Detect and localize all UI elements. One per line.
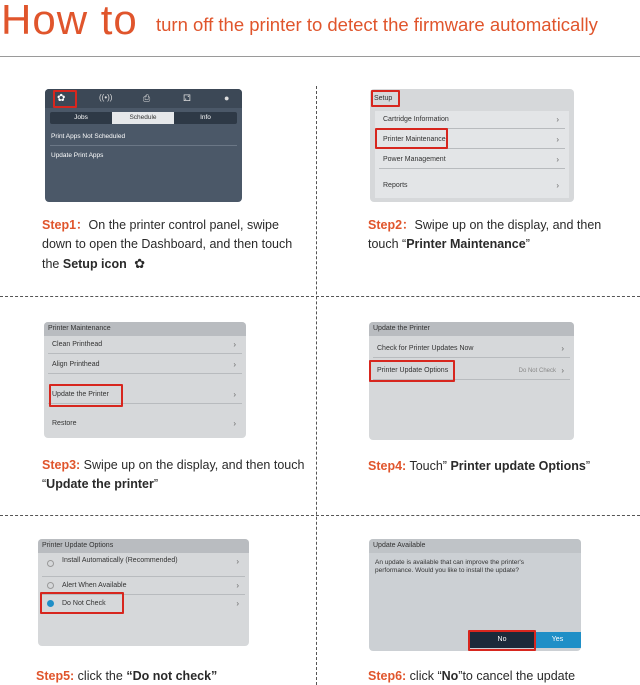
step2-caption <box>368 216 632 254</box>
update-message: An update is available that can improve the printer's performance. Would you like to install the update? <box>375 559 525 574</box>
step2-text: Swipe up on the display, and then touch “ <box>368 218 602 251</box>
tab-schedule[interactable]: Schedule <box>112 112 174 124</box>
chevron-right-icon: › <box>556 135 559 144</box>
highlight-setup-icon <box>53 90 77 108</box>
step6-end: ”to cancel the update <box>458 669 576 683</box>
step5-caption <box>36 667 306 685</box>
step4-caption <box>368 457 636 476</box>
step1-text: On the printer control panel, swipe down to open the Dashboard, and then touch the <box>42 218 293 271</box>
radio-icon[interactable] <box>47 582 54 589</box>
list-item-label: Restore <box>52 420 77 427</box>
update-printer-title: Update the Printer <box>369 322 574 336</box>
current-value: Do Not Check <box>518 368 556 374</box>
separator <box>50 145 237 146</box>
update-options-title: Printer Update Options <box>38 539 249 553</box>
setup-gear-icon: ✿ <box>134 256 146 271</box>
chevron-right-icon: › <box>556 155 559 164</box>
step3-screen <box>44 322 246 438</box>
chevron-right-icon: › <box>561 344 564 353</box>
heading-how-to: How to <box>1 0 138 43</box>
chevron-right-icon: › <box>556 181 559 190</box>
step6-bold: No <box>441 669 459 683</box>
step4-end: ” <box>585 459 591 473</box>
step6-text: click “ <box>406 669 442 683</box>
chevron-right-icon: › <box>556 115 559 124</box>
list-item[interactable] <box>48 356 242 374</box>
update-available-title: Update Available <box>369 539 581 553</box>
chevron-right-icon: › <box>233 360 236 369</box>
radio-icon[interactable] <box>47 560 54 567</box>
step3-end: ” <box>153 477 158 491</box>
step4-label: Step4: <box>368 459 407 473</box>
step3-bold: Update the printer <box>46 477 154 491</box>
list-item-label: Do Not Check <box>62 600 106 607</box>
step1-label: Step1： <box>42 218 89 232</box>
chevron-right-icon: › <box>236 581 239 590</box>
chevron-right-icon: › <box>233 419 236 428</box>
list-item-label: Install Automatically (Recommended) <box>62 557 178 564</box>
highlight-printer-maintenance <box>375 128 448 149</box>
list-item[interactable]: Print Apps Not Scheduled <box>51 133 126 140</box>
highlight-update-options <box>369 360 455 382</box>
highlight-update-printer <box>49 384 123 407</box>
network-icon[interactable]: ⚁ <box>183 93 191 103</box>
highlight-setup-title <box>371 90 400 107</box>
highlight-do-not-check <box>40 592 124 614</box>
list-item[interactable] <box>48 415 242 433</box>
step1-caption <box>42 216 306 274</box>
step3-text: Swipe up on the display, and then touch “ <box>42 458 305 491</box>
highlight-no-button <box>468 630 536 651</box>
list-item-label: Cartridge Information <box>383 116 449 123</box>
list-item-label: Printer Update Options <box>377 367 449 374</box>
step3-label: Step3: <box>42 458 81 472</box>
step2-label: Step2： <box>368 218 415 232</box>
wireless-icon[interactable]: ((•)) <box>99 93 113 102</box>
list-item[interactable] <box>373 340 570 358</box>
list-item-label: Align Printhead <box>52 361 100 368</box>
list-item[interactable]: Update Print Apps <box>51 152 104 159</box>
list-item[interactable] <box>379 111 565 129</box>
setup-icon[interactable]: ✿ <box>57 93 66 104</box>
step5-bold: “Do not check” <box>126 669 218 683</box>
row-divider-2 <box>0 515 640 516</box>
list-item-label: Reports <box>383 182 408 189</box>
header-rule <box>0 56 640 57</box>
chevron-right-icon: › <box>236 557 239 566</box>
step4-text: Touch” <box>406 459 451 473</box>
tab-jobs[interactable]: Jobs <box>74 114 88 121</box>
list-item[interactable] <box>42 553 245 577</box>
step4-bold: Printer update Options <box>450 459 586 473</box>
list-item-label: Check for Printer Updates Now <box>377 345 474 352</box>
step5-label: Step5: <box>36 669 75 683</box>
step1-bold: Setup icon <box>62 257 127 271</box>
step5-text: click the <box>74 669 127 683</box>
step6-label: Step6: <box>368 669 407 683</box>
web-services-icon[interactable]: ⎙ <box>143 93 151 103</box>
tab-info[interactable]: Info <box>200 114 211 121</box>
chevron-right-icon: › <box>561 366 564 375</box>
chevron-right-icon: › <box>233 390 236 399</box>
list-item-label: Alert When Available <box>62 582 127 589</box>
list-item-label: Update the Printer <box>52 391 109 398</box>
heading-subtitle: turn off the printer to detect the firmware automatically <box>156 14 598 35</box>
setup-title: Setup <box>374 95 393 102</box>
list-item-label: Printer Maintenance <box>383 136 446 143</box>
step3-caption <box>42 456 310 494</box>
step2-end: ” <box>525 237 530 251</box>
ink-icon[interactable]: ● <box>224 93 230 103</box>
list-item-label: Power Management <box>383 156 446 163</box>
step2-bold: Printer Maintenance <box>406 237 526 251</box>
step6-caption <box>368 667 638 685</box>
row-divider-1 <box>0 296 640 297</box>
list-item[interactable] <box>48 336 242 354</box>
setup-list <box>375 111 569 198</box>
no-button[interactable]: No <box>470 632 534 648</box>
chevron-right-icon: › <box>236 599 239 608</box>
chevron-right-icon: › <box>233 340 236 349</box>
yes-button[interactable]: Yes <box>534 632 581 648</box>
printer-maintenance-title: Printer Maintenance <box>44 322 246 336</box>
dashboard-tabs <box>50 112 237 124</box>
list-item[interactable] <box>379 151 565 169</box>
list-item[interactable] <box>379 177 565 195</box>
list-item-label: Clean Printhead <box>52 341 103 348</box>
column-divider <box>316 86 317 685</box>
